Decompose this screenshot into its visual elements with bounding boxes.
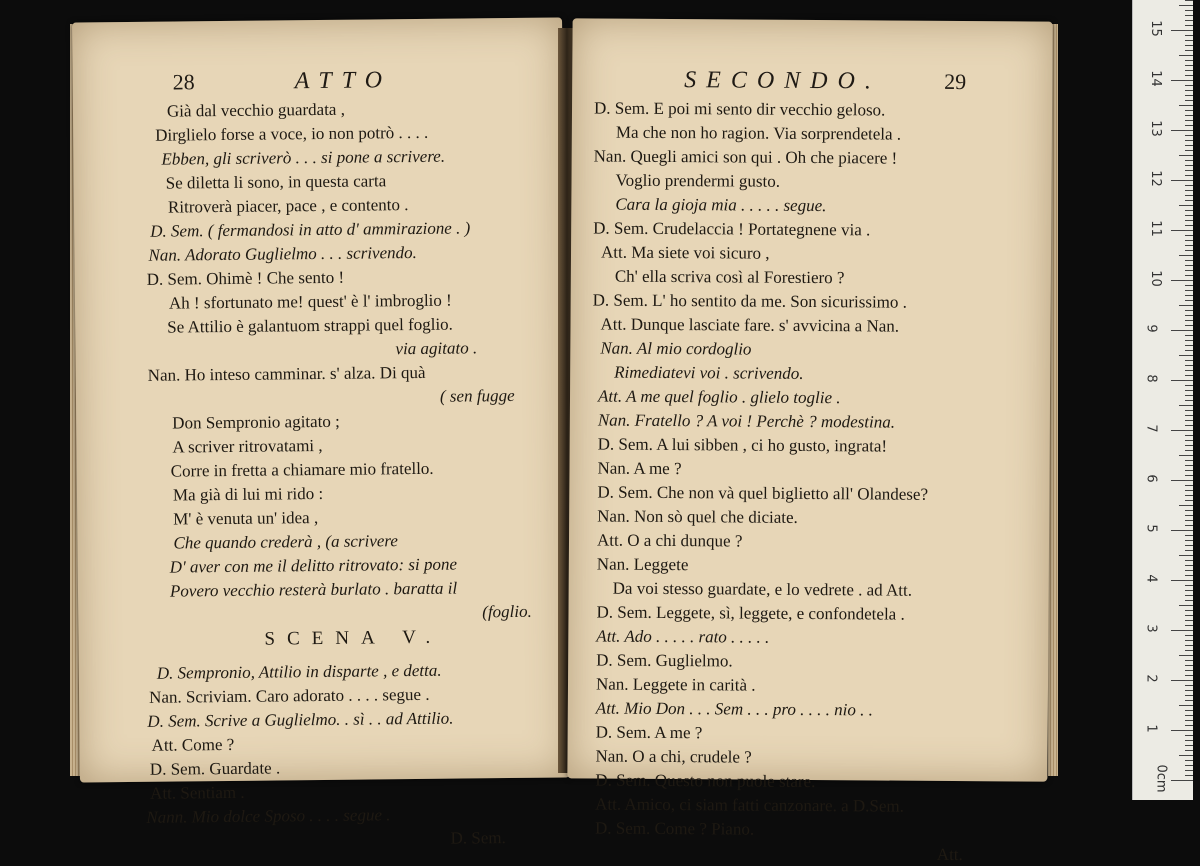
ruler-tick: [1185, 600, 1193, 601]
left-text-line: Povero vecchio resterà burlato . baratta il: [169, 578, 458, 601]
ruler-tick: [1185, 315, 1193, 316]
left-text-line: Ah ! sfortunato me! quest' è l' imbroglio !: [168, 290, 452, 313]
ruler-tick: [1185, 215, 1193, 216]
ruler-tick: [1185, 245, 1193, 246]
ruler-tick: [1185, 535, 1193, 536]
ruler-tick: [1179, 505, 1193, 506]
ruler-tick: [1185, 650, 1193, 651]
right-text-line: Ch' ella scriva così al Forestiero ?: [614, 266, 845, 288]
ruler-tick: [1179, 655, 1193, 656]
right-running-title: SECONDO.: [684, 67, 881, 95]
ruler-tick: [1179, 455, 1193, 456]
ruler-tick: [1185, 170, 1193, 171]
ruler-tick: [1185, 450, 1193, 451]
left-text-line: Att. Sentiam .: [150, 782, 245, 803]
ruler-tick: [1185, 475, 1193, 476]
ruler-tick: [1171, 430, 1193, 431]
ruler-tick: [1179, 755, 1193, 756]
ruler-tick: [1171, 280, 1193, 281]
ruler-label: 10: [1147, 270, 1163, 287]
left-text-line: D. Sem.: [450, 828, 506, 848]
left-text-line: Dirglielo forse a voce, io non potrò . . . .: [155, 122, 429, 145]
ruler-label: 11: [1147, 220, 1163, 237]
ruler-tick: [1185, 595, 1193, 596]
ruler-tick: [1185, 660, 1193, 661]
right-text-line: Nan. Fratello ? A voi ! Perchè ? modestina.: [597, 410, 896, 432]
ruler-tick: [1185, 195, 1193, 196]
ruler-tick: [1185, 360, 1193, 361]
ruler-tick: [1185, 675, 1193, 676]
right-text-line: Att. Ma siete voi sicuro ,: [600, 242, 770, 263]
ruler-tick: [1185, 285, 1193, 286]
ruler-tick: [1185, 720, 1193, 721]
ruler-tick: [1185, 25, 1193, 26]
right-text-line: D. Sem. Crudelaccia ! Portategnene via .: [593, 218, 871, 240]
ruler-tick: [1185, 220, 1193, 221]
ruler-tick: [1185, 160, 1193, 161]
right-text-line: D. Sem. Come ? Piano.: [594, 818, 755, 839]
ruler-label: 2: [1143, 674, 1159, 683]
ruler-tick: [1185, 645, 1193, 646]
ruler-tick: [1171, 330, 1193, 331]
ruler-tick: [1185, 565, 1193, 566]
right-running-head: [572, 66, 1052, 99]
right-text-line: Da voi stesso guardate, e lo vedrete . ad Att.: [612, 578, 913, 600]
ruler-tick: [1179, 105, 1193, 106]
left-text-line: Se diletta li sono, in questa carta: [165, 171, 387, 193]
ruler-tick: [1185, 260, 1193, 261]
ruler-label: 12: [1147, 170, 1163, 187]
ruler-tick: [1185, 570, 1193, 571]
right-text-line: D. Sem. A me ?: [595, 722, 703, 743]
left-text-line: Nan. Ho inteso camminar. s' alza. Di quà: [147, 362, 426, 385]
ruler-tick: [1185, 225, 1193, 226]
ruler-tick: [1185, 525, 1193, 526]
left-text-line: SCENA V.: [264, 626, 443, 650]
ruler-tick: [1171, 130, 1193, 131]
ruler-tick: [1171, 630, 1193, 631]
right-text-line: Cara la gioja mia . . . . . segue.: [615, 194, 827, 216]
ruler-tick: [1185, 65, 1193, 66]
left-text-line: D. Sempronio, Attilio in disparte , e detta.: [156, 660, 442, 683]
right-text-line: Att. Ado . . . . . rato . . . . .: [596, 626, 770, 647]
left-text-line: ( sen fugge: [439, 385, 515, 406]
ruler-tick: [1185, 735, 1193, 736]
right-text-line: Att. Amico, ci siam fatti canzonare. a D.Sem.: [595, 794, 904, 816]
ruler-tick: [1185, 385, 1193, 386]
ruler-tick: [1185, 575, 1193, 576]
ruler-label: 14: [1147, 70, 1163, 87]
ruler-tick: [1185, 140, 1193, 141]
ruler-tick: [1185, 370, 1193, 371]
ruler-tick: [1185, 165, 1193, 166]
right-text-line: D. Sem. Guglielmo.: [596, 650, 733, 671]
ruler-tick: [1185, 135, 1193, 136]
left-text-line: Se Attilio è galantuom strappi quel foglio.: [167, 314, 453, 337]
ruler-tick: [1185, 770, 1193, 771]
right-text-line: Att. O a chi dunque ?: [596, 530, 743, 551]
ruler-tick: [1185, 150, 1193, 151]
right-text-line: Att.: [936, 844, 963, 865]
measuring-ruler: [1132, 0, 1193, 800]
ruler-label: 8: [1143, 374, 1159, 383]
ruler-tick: [1185, 425, 1193, 426]
left-text-line: Corre in fretta a chiamare mio fratello.: [170, 458, 434, 481]
ruler-tick: [1185, 15, 1193, 16]
ruler-tick: [1185, 345, 1193, 346]
ruler-tick: [1179, 355, 1193, 356]
left-text-line: Ma già di lui mi rido :: [172, 483, 324, 505]
left-text-line: M' è venuta un' idea ,: [173, 508, 319, 529]
ruler-tick: [1185, 70, 1193, 71]
ruler-tick: [1185, 290, 1193, 291]
ruler-tick: [1185, 325, 1193, 326]
ruler-tick: [1185, 175, 1193, 176]
ruler-tick: [1185, 390, 1193, 391]
ruler-tick: [1185, 410, 1193, 411]
ruler-tick: [1185, 460, 1193, 461]
ruler-tick: [1185, 745, 1193, 746]
right-text-line: Nan. Al mio cordoglio: [600, 338, 752, 359]
left-text-line: Che quando crederà , (a scrivere: [173, 531, 398, 553]
ruler-tick: [1185, 550, 1193, 551]
ruler-tick: [1185, 435, 1193, 436]
right-text-line: D. Sem. L' ho sentito da me. Son sicurissimo .: [592, 290, 908, 312]
left-running-head: [73, 65, 563, 100]
right-text-line: Ma che non ho ragion. Via sorprendetela .: [615, 122, 902, 144]
left-text-line: Nan. Adorato Guglielmo . . . scrivendo.: [148, 242, 417, 265]
ruler-tick: [1185, 60, 1193, 61]
ruler-tick: [1185, 190, 1193, 191]
ruler-tick: [1185, 710, 1193, 711]
ruler-tick: [1185, 415, 1193, 416]
right-text-line: Nan. Leggete: [596, 554, 689, 575]
ruler-tick: [1185, 45, 1193, 46]
left-page: [72, 17, 570, 848]
ruler-tick: [1185, 765, 1193, 766]
ruler-tick: [1179, 205, 1193, 206]
ruler-tick: [1185, 440, 1193, 441]
ruler-label: 0cm: [1153, 764, 1169, 793]
ruler-tick: [1185, 235, 1193, 236]
ruler-tick: [1185, 560, 1193, 561]
ruler-label: 1: [1143, 724, 1159, 733]
ruler-tick: [1185, 10, 1193, 11]
left-text-line: Nann. Mio dolce Sposo . . . . segue .: [146, 805, 391, 827]
right-text-line: Nan. Non sò quel che diciate.: [597, 506, 798, 527]
right-text-line: D. Sem. Leggete, sì, leggete, e confondetela .: [596, 602, 905, 624]
ruler-tick: [1185, 615, 1193, 616]
ruler-tick: [1171, 230, 1193, 231]
right-text-line: Nan. O a chi, crudele ?: [595, 746, 752, 767]
ruler-tick: [1185, 50, 1193, 51]
ruler-tick: [1179, 305, 1193, 306]
ruler-tick: [1185, 125, 1193, 126]
right-text-line: Att. A me quel foglio . glielo toglie .: [597, 386, 841, 408]
ruler-tick: [1179, 405, 1193, 406]
right-text-line: Nan. Leggete in carità .: [595, 674, 756, 695]
ruler-tick: [1171, 780, 1193, 781]
ruler-tick: [1185, 270, 1193, 271]
ruler-tick: [1185, 685, 1193, 686]
ruler-tick: [1185, 110, 1193, 111]
ruler-tick: [1179, 605, 1193, 606]
ruler-tick: [1185, 200, 1193, 201]
ruler-tick: [1185, 515, 1193, 516]
ruler-tick: [1185, 365, 1193, 366]
ruler-tick: [1171, 680, 1193, 681]
ruler-tick: [1171, 580, 1193, 581]
right-text-line: Att. Dunque lasciate fare. s' avvicina a Nan.: [600, 314, 900, 336]
ruler-tick: [1171, 730, 1193, 731]
ruler-tick: [1171, 180, 1193, 181]
ruler-tick: [1185, 375, 1193, 376]
ruler-tick: [1185, 640, 1193, 641]
ruler-tick: [1185, 265, 1193, 266]
ruler-tick: [1185, 490, 1193, 491]
right-text-line: D. Sem. Questo non puole stare.: [595, 770, 816, 792]
ruler-tick: [1185, 120, 1193, 121]
ruler-tick: [1185, 145, 1193, 146]
ruler-tick: [1185, 395, 1193, 396]
ruler-tick: [1185, 725, 1193, 726]
ruler-tick: [1185, 495, 1193, 496]
right-text-line: D. Sem. Che non và quel biglietto all' Olandese?: [597, 482, 929, 504]
ruler-tick: [1185, 520, 1193, 521]
ruler-tick: [1185, 750, 1193, 751]
ruler-tick: [1179, 155, 1193, 156]
ruler-tick: [1185, 350, 1193, 351]
left-text-line: Già dal vecchio guardata ,: [166, 99, 346, 121]
ruler-tick: [1185, 465, 1193, 466]
right-text-line: Rimediatevi voi . scrivendo.: [614, 362, 804, 383]
ruler-label: 15: [1147, 20, 1163, 37]
ruler-tick: [1185, 320, 1193, 321]
ruler-tick: [1185, 665, 1193, 666]
ruler-tick: [1179, 255, 1193, 256]
ruler-tick: [1185, 740, 1193, 741]
right-text-line: Voglio prendermi gusto.: [615, 170, 781, 191]
ruler-label: 5: [1143, 524, 1159, 533]
ruler-tick: [1185, 625, 1193, 626]
left-text-line: Don Sempronio agitato ;: [172, 411, 340, 433]
left-page-number: 28: [172, 69, 195, 95]
ruler-label: 13: [1147, 120, 1163, 137]
ruler-tick: [1185, 445, 1193, 446]
ruler-label: 4: [1143, 574, 1159, 583]
left-text-line: Att. Come ?: [151, 734, 235, 755]
ruler-tick: [1185, 20, 1193, 21]
left-text-line: D. Sem. Guardate .: [149, 758, 281, 779]
ruler-tick: [1185, 340, 1193, 341]
ruler-tick: [1185, 545, 1193, 546]
right-text-line: Nan. Quegli amici son qui . Oh che piacere !: [593, 146, 898, 168]
ruler-tick: [1185, 695, 1193, 696]
ruler-tick: [1185, 585, 1193, 586]
ruler-tick: [1185, 420, 1193, 421]
ruler-tick: [1185, 700, 1193, 701]
ruler-tick: [1185, 115, 1193, 116]
ruler-tick: [1185, 275, 1193, 276]
ruler-tick: [1185, 0, 1193, 1]
left-text-line: D' aver con me il delitto ritrovato: si pone: [169, 554, 458, 577]
left-text-line: D. Sem. Scrive a Guglielmo. . sì . . ad Attilio.: [147, 708, 454, 731]
ruler-label: 6: [1143, 474, 1159, 483]
right-text-line: Nan. A me ?: [597, 458, 682, 479]
ruler-tick: [1185, 500, 1193, 501]
ruler-tick: [1185, 295, 1193, 296]
ruler-tick: [1185, 95, 1193, 96]
ruler-tick: [1185, 185, 1193, 186]
ruler-tick: [1179, 555, 1193, 556]
left-text-line: Ebben, gli scriverò . . . si pone a scrivere.: [161, 146, 446, 169]
ruler-tick: [1171, 480, 1193, 481]
left-text-line: via agitato .: [395, 338, 478, 359]
ruler-tick: [1185, 210, 1193, 211]
ruler-tick: [1185, 670, 1193, 671]
ruler-tick: [1185, 240, 1193, 241]
ruler-tick: [1185, 510, 1193, 511]
ruler-tick: [1185, 300, 1193, 301]
ruler-label: 9: [1143, 324, 1159, 333]
left-text-line: A scriver ritrovatami ,: [172, 435, 323, 457]
ruler-tick: [1185, 40, 1193, 41]
ruler-tick: [1185, 75, 1193, 76]
ruler-tick: [1185, 635, 1193, 636]
ruler-tick: [1171, 380, 1193, 381]
ruler-label: 7: [1143, 424, 1159, 433]
ruler-tick: [1171, 530, 1193, 531]
ruler-tick: [1185, 250, 1193, 251]
ruler-tick: [1171, 30, 1193, 31]
ruler-tick: [1185, 775, 1193, 776]
right-text-line: D. Sem. E poi mi sento dir vecchio geloso.: [593, 98, 886, 120]
ruler-tick: [1185, 35, 1193, 36]
ruler-tick: [1185, 715, 1193, 716]
right-text-line: D. Sem. A lui sibben , ci ho gusto, ingrata!: [597, 434, 888, 456]
ruler-tick: [1185, 470, 1193, 471]
ruler-tick: [1185, 335, 1193, 336]
ruler-tick: [1185, 100, 1193, 101]
ruler-tick: [1185, 690, 1193, 691]
right-text-line: Att. Mio Don . . . Sem . . . pro . . . . nio . .: [595, 698, 873, 720]
ruler-tick: [1185, 590, 1193, 591]
right-page: [567, 18, 1052, 865]
ruler-tick: [1185, 760, 1193, 761]
ruler-tick: [1185, 485, 1193, 486]
ruler-tick: [1179, 705, 1193, 706]
ruler-tick: [1171, 80, 1193, 81]
right-page-number: 29: [944, 68, 967, 95]
left-text-line: D. Sem. Ohimè ! Che sento !: [146, 267, 345, 289]
ruler-label: 3: [1143, 624, 1159, 633]
left-text-line: (foglio.: [482, 601, 532, 622]
ruler-tick: [1185, 90, 1193, 91]
left-running-title: ATTO: [294, 67, 393, 95]
ruler-tick: [1185, 400, 1193, 401]
ruler-tick: [1179, 5, 1193, 6]
ruler-tick: [1185, 85, 1193, 86]
ruler-tick: [1185, 540, 1193, 541]
ruler-tick: [1179, 55, 1193, 56]
left-text-line: Nan. Scriviam. Caro adorato . . . . segue .: [149, 684, 430, 707]
ruler-tick: [1185, 610, 1193, 611]
ruler-tick: [1185, 620, 1193, 621]
left-text-line: D. Sem. ( fermandosi in atto d' ammirazione . ): [150, 218, 471, 241]
ruler-tick: [1185, 310, 1193, 311]
left-text-line: Ritroverà piacer, pace , e contento .: [167, 195, 409, 217]
